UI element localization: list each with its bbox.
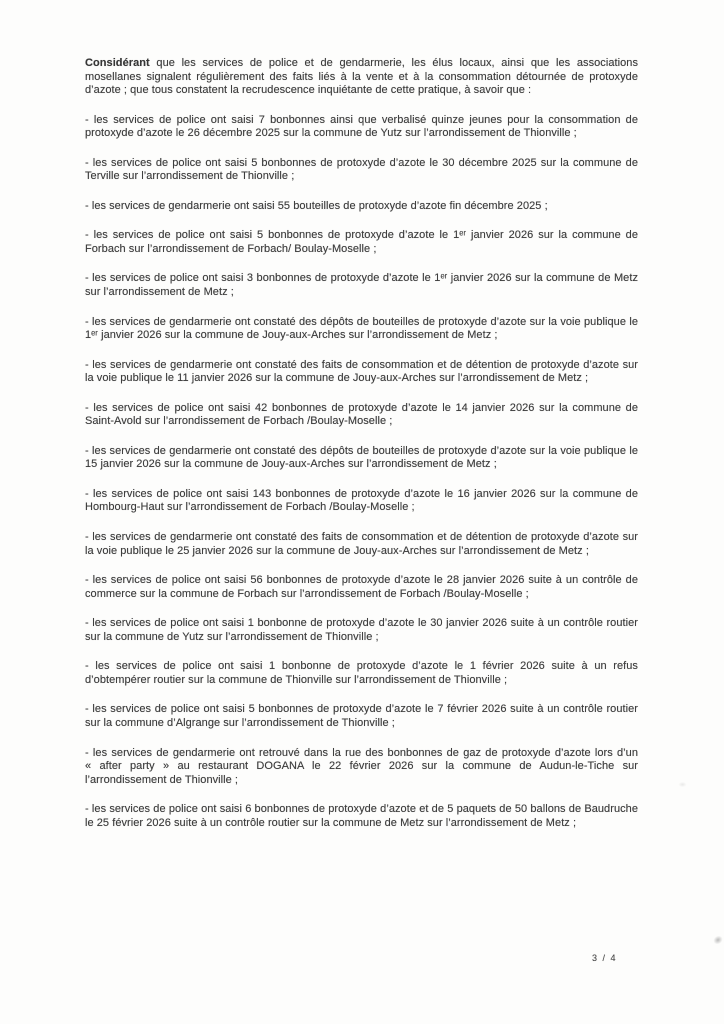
incident-item: - les services de gendarmerie ont constaté des faits de consommation et de détention de protoxyde d’azote sur la voie publique le 25 janvier 2026 sur la commune de Jouy-aux-Arches sur l’arrondissement de Metz ; (85, 531, 638, 557)
incident-item: - les services de police ont saisi 5 bonbonnes de protoxyde d’azote le 7 février 2026 suite à un contrôle routier sur la commune d’Algrange sur l’arrondissement de Thionville ; (85, 703, 638, 729)
incident-item: - les services de police ont saisi 5 bonbonnes de protoxyde d’azote le 30 décembre 2025 sur la commune de Terville sur l’arrondissement de Thionville ; (85, 156, 638, 183)
incident-item: - les services de police ont saisi 56 bonbonnes de protoxyde d’azote le 28 janvier 2026 suite à un contrôle de commerce sur la commune de Forbach sur l’arrondissement de Forbach /Boulay-Moselle ; (85, 574, 638, 600)
incident-item: - les services de police ont saisi 42 bonbonnes de protoxyde d’azote le 14 janvier 2026 sur la commune de Saint-Avold sur l’arrondissement de Forbach /Boulay-Moselle ; (85, 401, 638, 428)
incident-item: - les services de police ont saisi 5 bonbonnes de protoxyde d’azote le 1ᵉʳ janvier 2026 sur la commune de Forbach sur l’arrondissement de Forbach/ Boulay-Moselle ; (85, 229, 638, 255)
incident-item: - les services de gendarmerie ont retrouvé dans la rue des bonbonnes de gaz de protoxyde d’azote lors d’un « after party » au restaurant DOGANA le 22 février 2026 sur la commune de Audun-le-Tiche sur l’arrondissement de Thionville ; (85, 746, 638, 786)
document-body (85, 57, 638, 846)
incident-list (85, 114, 638, 831)
incident-item: - les services de gendarmerie ont saisi 55 bouteilles de protoxyde d’azote fin décembre 2025 ; (85, 199, 548, 212)
intro-paragraph (85, 57, 638, 98)
incident-item: - les services de police ont saisi 1 bonbonne de protoxyde d’azote le 30 janvier 2026 suite à un contrôle routier sur la commune de Yutz sur l’arrondissement de Thionville ; (85, 617, 638, 643)
incident-item: - les services de gendarmerie ont constaté des dépôts de bouteilles de protoxyde d’azote sur la voie publique le 15 janvier 2026 sur la commune de Jouy-aux-Arches sur l’arrondissement de Metz ; (85, 444, 638, 471)
intro-lead-bold: Considérant (85, 57, 150, 69)
intro-text: que les services de police et de gendarmerie, les élus locaux, ainsi que les associations mosellanes signalent régulièrement des faits liés à la vente et à la consommation détournée de protoxyde d’azote ; que tous constatent la recrudescence inquiétante de cette pratique, à savoir que : (85, 57, 639, 97)
incident-item: - les services de police ont saisi 7 bonbonnes ainsi que verbalisé quinze jeunes pour la consommation de protoxyde d’azote le 26 décembre 2025 sur la commune de Yutz sur l’arrondissement de Thionville ; (85, 113, 638, 140)
incident-item: - les services de gendarmerie ont constaté des faits de consommation et de détention de protoxyde d’azote sur la voie publique le 11 janvier 2026 sur la commune de Jouy-aux-Arches sur l’arrondissement de Metz ; (85, 358, 638, 385)
incident-item: - les services de police ont saisi 143 bonbonnes de protoxyde d’azote le 16 janvier 2026 sur la commune de Hombourg-Haut sur l’arrondissement de Forbach /Boulay-Moselle ; (85, 487, 638, 514)
scan-artifact-edge (677, 781, 688, 788)
scan-artifact-corner (710, 932, 724, 947)
page-number: 3 / 4 (592, 953, 618, 963)
incident-item: - les services de police ont saisi 6 bonbonnes de protoxyde d’azote et de 5 paquets de 50 ballons de Baudruche le 25 février 2026 suite à un contrôle routier sur la commune de Metz sur l’arrondissement de Metz ; (85, 803, 638, 829)
incident-item: - les services de police ont saisi 3 bonbonnes de protoxyde d’azote le 1ᵉʳ janvier 2026 sur la commune de Metz sur l’arrondissement de Metz ; (85, 272, 638, 299)
incident-item: - les services de police ont saisi 1 bonbonne de protoxyde d’azote le 1 février 2026 suite à un refus d’obtempérer routier sur la commune de Thionville sur l’arrondissement de Thionville ; (85, 660, 638, 686)
incident-item: - les services de gendarmerie ont constaté des dépôts de bouteilles de protoxyde d’azote sur la voie publique le 1ᵉʳ janvier 2026 sur la commune de Jouy-aux-Arches sur l’arrondissement de Metz ; (85, 315, 638, 342)
